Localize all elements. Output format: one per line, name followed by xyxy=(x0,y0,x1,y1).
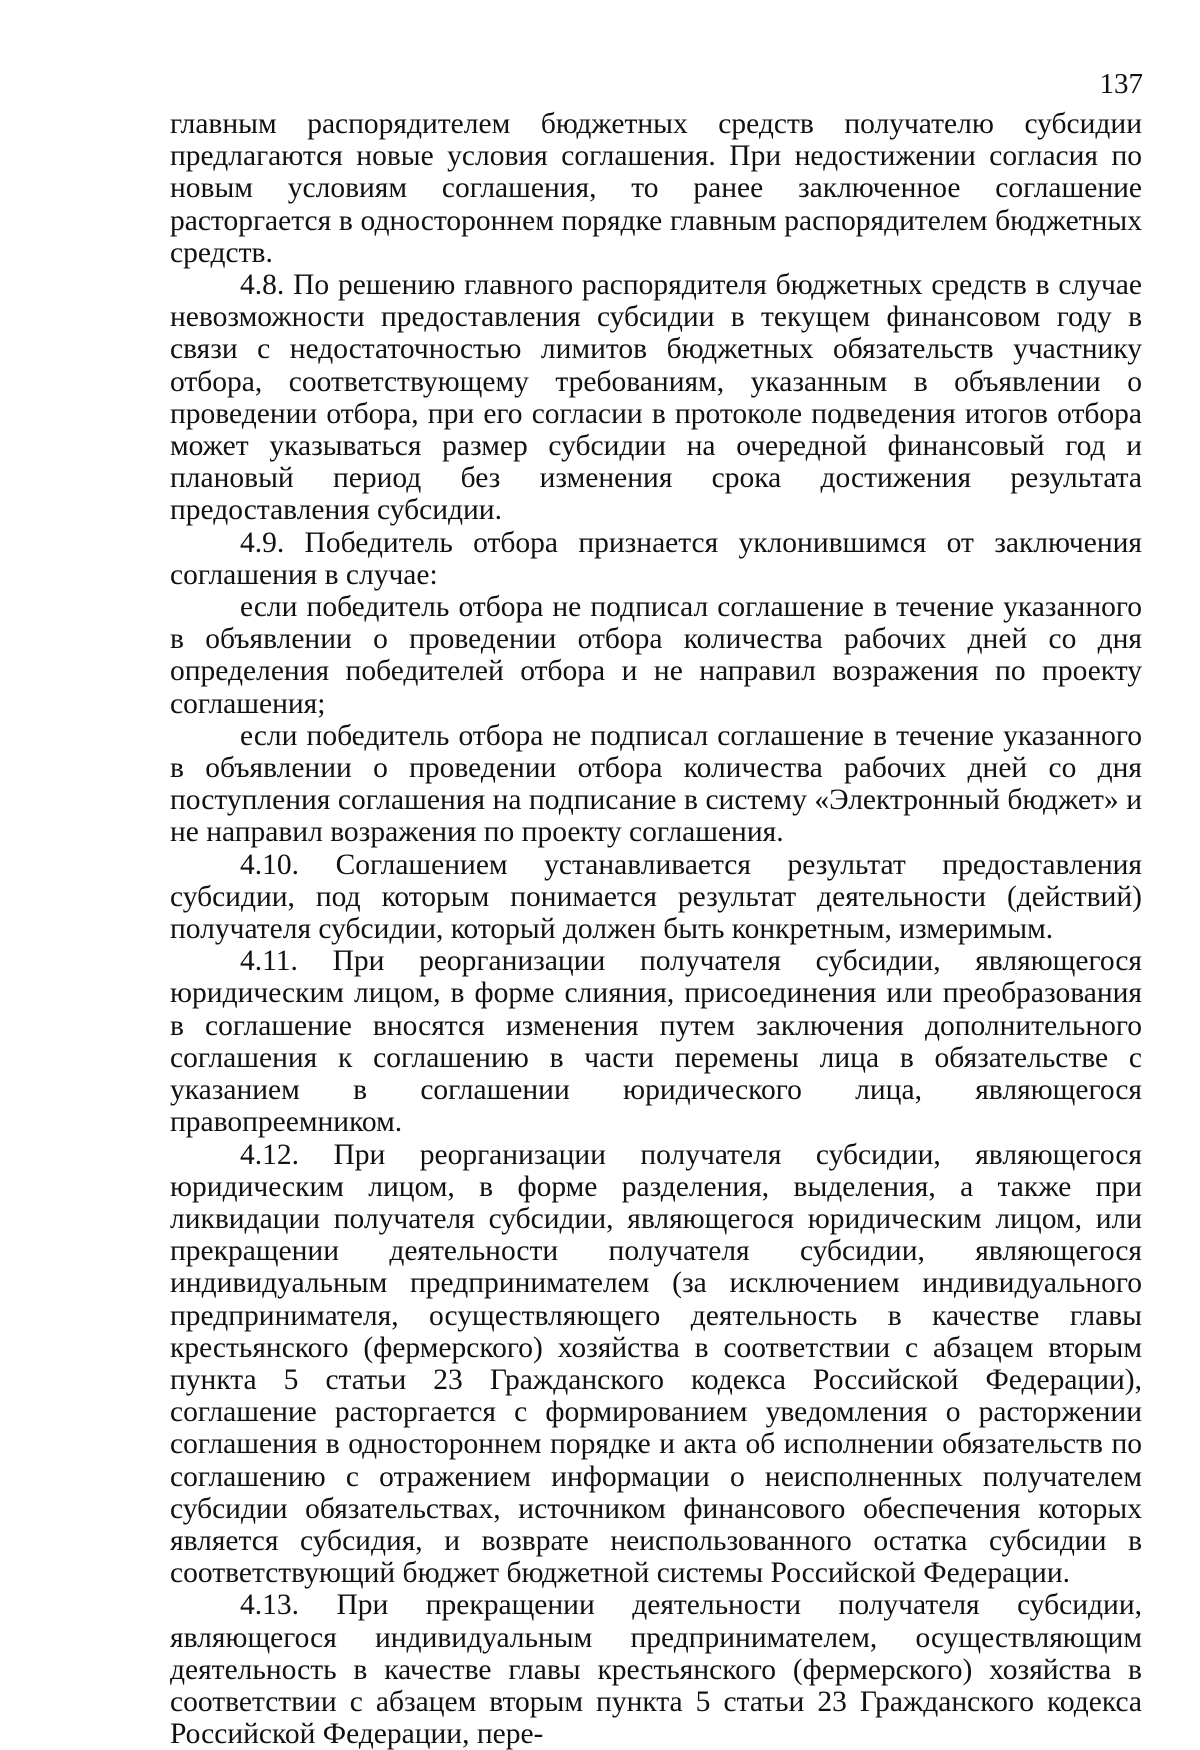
paragraph-4-9: 4.9. Победитель отбора признается уклонившимся от заключения соглашения в случае: xyxy=(170,526,1142,591)
paragraph-4-9-case-1: если победитель отбора не подписал соглашение в течение указанного в объявлении о проведении отбора количества рабочих дней со дня определения победителей отбора и не направил возражения по проекту соглашения; xyxy=(170,591,1142,720)
paragraph-4-13: 4.13. При прекращении деятельности получателя субсидии, являющегося индивидуальным предпринимателем, осуществляющим деятельность в качестве главы крестьянского (фермерского) хозяйства в соответствии с абзацем вторым пункта 5 статьи 23 Гражданского кодекса Российской Федерации, пере- xyxy=(170,1589,1142,1750)
page-number: 137 xyxy=(1099,68,1143,100)
paragraph-4-10: 4.10. Соглашением устанавливается результат предоставления субсидии, под которым понимается результат деятельности (действий) получателя субсидии, который должен быть конкретным, измеримым. xyxy=(170,848,1142,946)
paragraph-4-11: 4.11. При реорганизации получателя субсидии, являющегося юридическим лицом, в форме слияния, присоединения или преобразования в соглашение вносятся изменения путем заключения дополнительного соглашения к соглашению в части перемены лица в обязательстве с указанием в соглашении юридического лица, являющегося правопреемником. xyxy=(170,945,1142,1139)
paragraph-4-12: 4.12. При реорганизации получателя субсидии, являющегося юридическим лицом, в форме разделения, выделения, а также при ликвидации получателя субсидии, являющегося юридическим лицом, или прекращении деятельности получателя субсидии, являющегося индивидуальным предпринимателем (за исключением индивидуального предпринимателя, осуществляющего деятельность в качестве главы крестьянского (фермерского) хозяйства в соответствии с абзацем вторым пункта 5 статьи 23 Гражданского кодекса Российской Федерации), соглашение расторгается с формированием уведомления о расторжении соглашения в одностороннем порядке и акта об исполнении обязательств по соглашению с отражением информации о неисполненных получателем субсидии обязательствах, источником финансового обеспечения которых является субсидия, и возврате неиспользованного остатка субсидии в соответствующий бюджет бюджетной системы Российской Федерации. xyxy=(170,1138,1142,1590)
paragraph-continuation: главным распорядителем бюджетных средств получателю субсидии предлагаются новые условия соглашения. При недостижении согласия по новым условиям соглашения, то ранее заключенное соглашение расторгается в одностороннем порядке главным распорядителем бюджетных средств. xyxy=(170,108,1142,269)
paragraph-4-9-case-2: если победитель отбора не подписал соглашение в течение указанного в объявлении о проведении отбора количества рабочих дней со дня поступления соглашения на подписание в систему «Электронный бюджет» и не направил возражения по проекту соглашения. xyxy=(170,719,1142,849)
document-body xyxy=(170,108,1142,1750)
paragraph-4-8: 4.8. По решению главного распорядителя бюджетных средств в случае невозможности предоставления субсидии в текущем финансовом году в связи с недостаточностью лимитов бюджетных обязательств участнику отбора, соответствующему требованиям, указанным в объявлении о проведении отбора, при его согласии в протоколе подведения итогов отбора может указываться размер субсидии на очередной финансовый год и плановый период без изменения срока достижения результата предоставления субсидии. xyxy=(170,269,1142,527)
